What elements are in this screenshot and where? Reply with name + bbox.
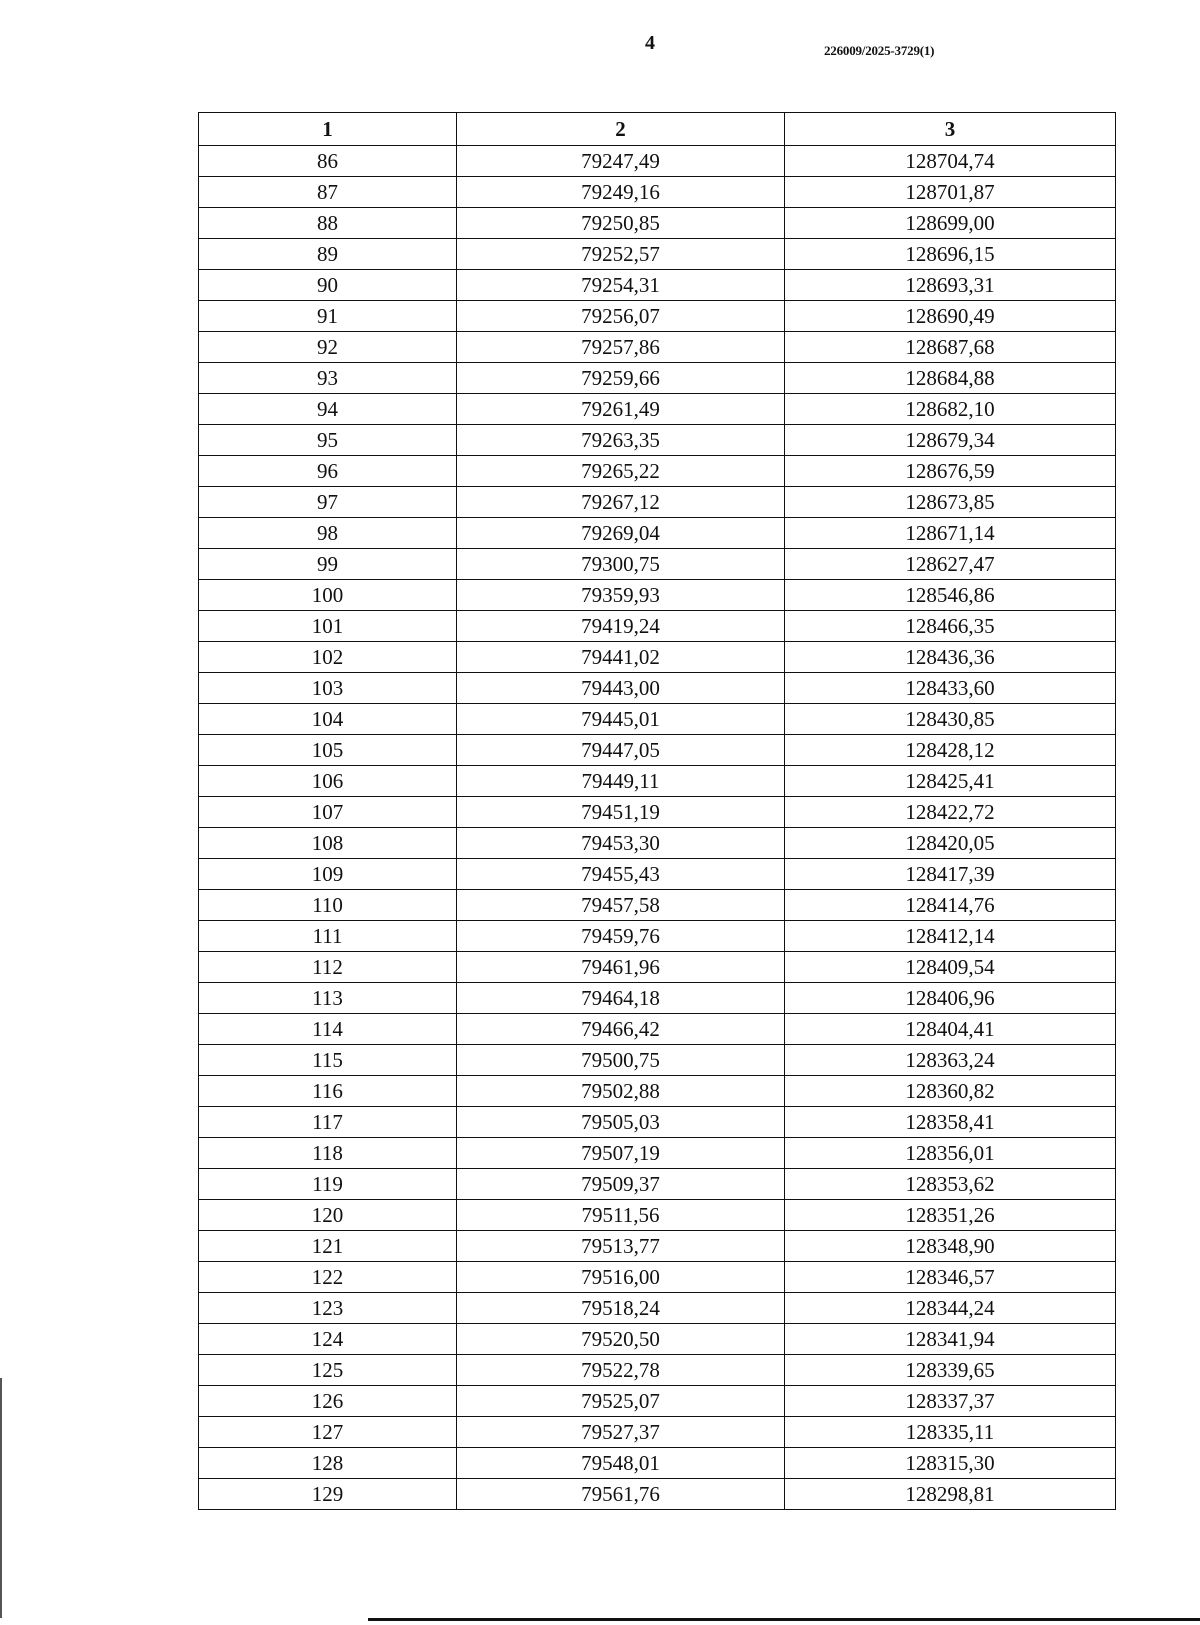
table-cell-col1: 121 [199, 1231, 457, 1262]
table-cell-col3: 128671,14 [785, 518, 1116, 549]
table-cell-col3: 128690,49 [785, 301, 1116, 332]
table-cell-col3: 128682,10 [785, 394, 1116, 425]
table-cell-col1: 124 [199, 1324, 457, 1355]
table-cell-col1: 113 [199, 983, 457, 1014]
header-row [199, 113, 1116, 146]
table-cell-col1: 119 [199, 1169, 457, 1200]
coordinates-table [198, 112, 1116, 1510]
table-cell-col1: 114 [199, 1014, 457, 1045]
table-row [199, 1386, 1116, 1417]
table-cell-col2: 79257,86 [457, 332, 785, 363]
table-cell-col1: 109 [199, 859, 457, 890]
table-cell-col1: 97 [199, 487, 457, 518]
table-cell-col2: 79267,12 [457, 487, 785, 518]
table-row [199, 1014, 1116, 1045]
table-cell-col1: 88 [199, 208, 457, 239]
table-cell-col1: 122 [199, 1262, 457, 1293]
scan-edge-mark [0, 1378, 2, 1618]
table-cell-col3: 128358,41 [785, 1107, 1116, 1138]
table-cell-col2: 79449,11 [457, 766, 785, 797]
table-row [199, 301, 1116, 332]
table-cell-col3: 128344,24 [785, 1293, 1116, 1324]
table-cell-col1: 111 [199, 921, 457, 952]
table-row [199, 1262, 1116, 1293]
table-cell-col3: 128701,87 [785, 177, 1116, 208]
table-cell-col3: 128546,86 [785, 580, 1116, 611]
table-row [199, 270, 1116, 301]
table-row [199, 952, 1116, 983]
table-cell-col2: 79445,01 [457, 704, 785, 735]
table-row [199, 456, 1116, 487]
table-cell-col3: 128436,36 [785, 642, 1116, 673]
table-row [199, 1355, 1116, 1386]
table-cell-col2: 79459,76 [457, 921, 785, 952]
table-cell-col1: 110 [199, 890, 457, 921]
table-row [199, 1200, 1116, 1231]
table-row [199, 611, 1116, 642]
table-cell-col3: 128627,47 [785, 549, 1116, 580]
table-row [199, 1076, 1116, 1107]
table-cell-col1: 101 [199, 611, 457, 642]
table-cell-col1: 106 [199, 766, 457, 797]
table-cell-col1: 99 [199, 549, 457, 580]
table-cell-col1: 112 [199, 952, 457, 983]
table-cell-col2: 79263,35 [457, 425, 785, 456]
table-cell-col3: 128409,54 [785, 952, 1116, 983]
table-row [199, 549, 1116, 580]
table-cell-col3: 128433,60 [785, 673, 1116, 704]
table-cell-col2: 79441,02 [457, 642, 785, 673]
column-header-1: 1 [199, 113, 457, 146]
table-row [199, 518, 1116, 549]
table-cell-col3: 128684,88 [785, 363, 1116, 394]
table-cell-col1: 92 [199, 332, 457, 363]
table-cell-col1: 89 [199, 239, 457, 270]
table-cell-col3: 128430,85 [785, 704, 1116, 735]
table-row [199, 487, 1116, 518]
table-cell-col2: 79247,49 [457, 146, 785, 177]
page-number: 4 [645, 32, 655, 54]
table-cell-col2: 79518,24 [457, 1293, 785, 1324]
table-cell-col2: 79265,22 [457, 456, 785, 487]
table-cell-col2: 79261,49 [457, 394, 785, 425]
table-row [199, 1293, 1116, 1324]
table-cell-col3: 128348,90 [785, 1231, 1116, 1262]
table-cell-col2: 79527,37 [457, 1417, 785, 1448]
table-cell-col3: 128414,76 [785, 890, 1116, 921]
table-cell-col2: 79443,00 [457, 673, 785, 704]
table-cell-col1: 107 [199, 797, 457, 828]
table-cell-col2: 79464,18 [457, 983, 785, 1014]
table-cell-col1: 108 [199, 828, 457, 859]
table-cell-col1: 104 [199, 704, 457, 735]
table-row [199, 394, 1116, 425]
table-row [199, 580, 1116, 611]
table-row [199, 239, 1116, 270]
bottom-border-line [368, 1618, 1200, 1621]
table-cell-col2: 79249,16 [457, 177, 785, 208]
table-cell-col1: 96 [199, 456, 457, 487]
table-cell-col2: 79511,56 [457, 1200, 785, 1231]
table-cell-col1: 86 [199, 146, 457, 177]
table-row [199, 890, 1116, 921]
table-cell-col3: 128422,72 [785, 797, 1116, 828]
table-cell-col1: 123 [199, 1293, 457, 1324]
table-cell-col1: 129 [199, 1479, 457, 1510]
table-cell-col2: 79359,93 [457, 580, 785, 611]
table-cell-col3: 128693,31 [785, 270, 1116, 301]
table-cell-col1: 126 [199, 1386, 457, 1417]
table-cell-col3: 128420,05 [785, 828, 1116, 859]
table-row [199, 146, 1116, 177]
table-cell-col3: 128298,81 [785, 1479, 1116, 1510]
table-cell-col3: 128335,11 [785, 1417, 1116, 1448]
table-cell-col1: 120 [199, 1200, 457, 1231]
table-row [199, 1107, 1116, 1138]
table-row [199, 425, 1116, 456]
table-cell-col3: 128412,14 [785, 921, 1116, 952]
table-cell-col2: 79525,07 [457, 1386, 785, 1417]
table-cell-col3: 128679,34 [785, 425, 1116, 456]
table-row [199, 1479, 1116, 1510]
table-cell-col1: 116 [199, 1076, 457, 1107]
table-row [199, 332, 1116, 363]
table-cell-col2: 79254,31 [457, 270, 785, 301]
table-cell-col3: 128351,26 [785, 1200, 1116, 1231]
table-row [199, 1138, 1116, 1169]
table-body [199, 146, 1116, 1510]
table-cell-col1: 103 [199, 673, 457, 704]
table-row [199, 177, 1116, 208]
table-cell-col1: 102 [199, 642, 457, 673]
table-cell-col3: 128337,37 [785, 1386, 1116, 1417]
table-cell-col2: 79520,50 [457, 1324, 785, 1355]
table-cell-col3: 128339,65 [785, 1355, 1116, 1386]
table-cell-col1: 117 [199, 1107, 457, 1138]
table-cell-col2: 79500,75 [457, 1045, 785, 1076]
table-row [199, 735, 1116, 766]
table-cell-col2: 79455,43 [457, 859, 785, 890]
table-cell-col3: 128360,82 [785, 1076, 1116, 1107]
table-cell-col2: 79453,30 [457, 828, 785, 859]
table-row [199, 363, 1116, 394]
table-row [199, 1448, 1116, 1479]
table-row [199, 828, 1116, 859]
table-cell-col2: 79502,88 [457, 1076, 785, 1107]
table-cell-col2: 79461,96 [457, 952, 785, 983]
table-cell-col3: 128341,94 [785, 1324, 1116, 1355]
table-cell-col3: 128404,41 [785, 1014, 1116, 1045]
table-cell-col1: 127 [199, 1417, 457, 1448]
table-cell-col3: 128676,59 [785, 456, 1116, 487]
table-row [199, 983, 1116, 1014]
table-cell-col1: 128 [199, 1448, 457, 1479]
table-cell-col3: 128417,39 [785, 859, 1116, 890]
table-cell-col2: 79419,24 [457, 611, 785, 642]
table-cell-col2: 79513,77 [457, 1231, 785, 1262]
table-cell-col1: 95 [199, 425, 457, 456]
document-id: 226009/2025-3729(1) [824, 43, 935, 58]
table-cell-col2: 79451,19 [457, 797, 785, 828]
table-cell-col2: 79507,19 [457, 1138, 785, 1169]
table-cell-col2: 79252,57 [457, 239, 785, 270]
table-cell-col3: 128466,35 [785, 611, 1116, 642]
table-cell-col2: 79256,07 [457, 301, 785, 332]
table-cell-col3: 128704,74 [785, 146, 1116, 177]
table-cell-col3: 128363,24 [785, 1045, 1116, 1076]
table-cell-col2: 79259,66 [457, 363, 785, 394]
table-cell-col3: 128406,96 [785, 983, 1116, 1014]
table-cell-col2: 79509,37 [457, 1169, 785, 1200]
table-cell-col1: 118 [199, 1138, 457, 1169]
table-row [199, 704, 1116, 735]
table-row [199, 1324, 1116, 1355]
table-cell-col3: 128425,41 [785, 766, 1116, 797]
table-cell-col3: 128346,57 [785, 1262, 1116, 1293]
table-cell-col3: 128428,12 [785, 735, 1116, 766]
table-cell-col2: 79522,78 [457, 1355, 785, 1386]
table-cell-col1: 87 [199, 177, 457, 208]
table-cell-col1: 94 [199, 394, 457, 425]
table-cell-col3: 128696,15 [785, 239, 1116, 270]
table-cell-col3: 128356,01 [785, 1138, 1116, 1169]
table-cell-col3: 128673,85 [785, 487, 1116, 518]
table-cell-col2: 79447,05 [457, 735, 785, 766]
table-cell-col1: 91 [199, 301, 457, 332]
table-row [199, 1045, 1116, 1076]
table-cell-col1: 98 [199, 518, 457, 549]
table-cell-col2: 79300,75 [457, 549, 785, 580]
table-cell-col2: 79269,04 [457, 518, 785, 549]
table-row [199, 1231, 1116, 1262]
table-row [199, 766, 1116, 797]
table-row [199, 208, 1116, 239]
table-cell-col1: 105 [199, 735, 457, 766]
table-cell-col1: 93 [199, 363, 457, 394]
table-cell-col1: 90 [199, 270, 457, 301]
table-row [199, 642, 1116, 673]
table-cell-col2: 79516,00 [457, 1262, 785, 1293]
column-header-2: 2 [457, 113, 785, 146]
column-header-3: 3 [785, 113, 1116, 146]
table-cell-col3: 128315,30 [785, 1448, 1116, 1479]
table-cell-col2: 79466,42 [457, 1014, 785, 1045]
table-row [199, 797, 1116, 828]
table-cell-col1: 125 [199, 1355, 457, 1386]
table-cell-col2: 79505,03 [457, 1107, 785, 1138]
table-cell-col2: 79250,85 [457, 208, 785, 239]
table-cell-col2: 79548,01 [457, 1448, 785, 1479]
table-row [199, 921, 1116, 952]
table-row [199, 1169, 1116, 1200]
table-cell-col1: 100 [199, 580, 457, 611]
table-cell-col3: 128687,68 [785, 332, 1116, 363]
table-row [199, 1417, 1116, 1448]
table-row [199, 859, 1116, 890]
table-header [199, 113, 1116, 146]
table-cell-col3: 128699,00 [785, 208, 1116, 239]
table-cell-col2: 79457,58 [457, 890, 785, 921]
table-row [199, 673, 1116, 704]
table-cell-col3: 128353,62 [785, 1169, 1116, 1200]
table-cell-col1: 115 [199, 1045, 457, 1076]
table-cell-col2: 79561,76 [457, 1479, 785, 1510]
